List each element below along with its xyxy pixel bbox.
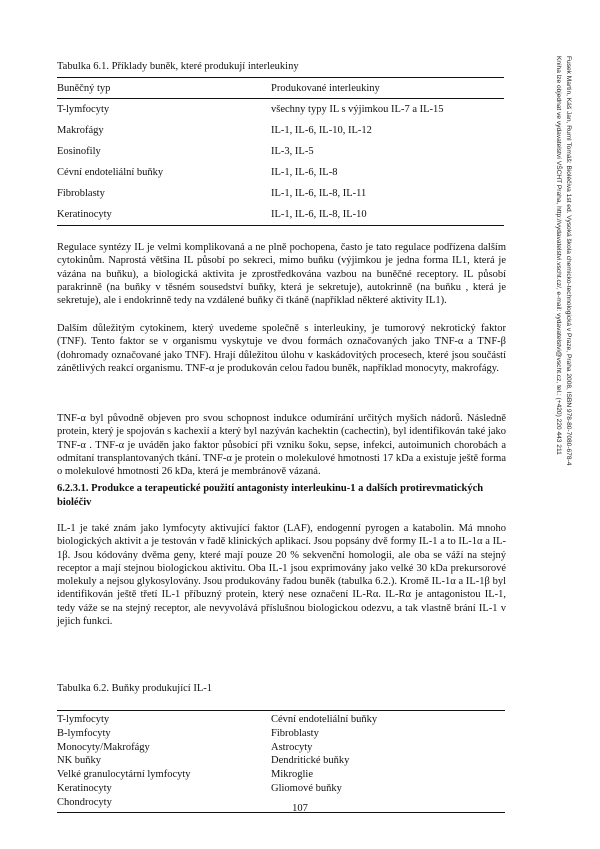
table-cell: IL-1, IL-6, IL-8, IL-10 [271,209,367,220]
table-cell: Makrofágy [57,125,104,136]
section-heading: 6.2.3.1. Produkce a terapeutické použití antagonisty interleukinu-1 a dalších protirevmatických bioléčiv [57,483,484,508]
cytokine-table [57,77,504,226]
table-cell: Velké granulocytární lymfocyty [57,769,191,781]
table-cell: Cévní endoteliální buňky [271,714,378,725]
table-row [57,204,504,226]
table-cell: NK buňky [57,755,102,767]
table-cell: všechny typy IL s výjimkou IL-7 a IL-15 [271,104,444,115]
table-cell: Monocyty/Makrofágy [57,741,150,753]
table-cell: IL-3, IL-5 [271,146,314,157]
page-number: 107 [292,803,308,814]
table-cell: Mikroglie [271,769,313,781]
table-caption: Tabulka 6.2. Buňky produkující IL-1 [57,683,212,694]
table-row [57,120,504,141]
table-cell: Keratinocyty [57,782,112,794]
table-cell: IL-1, IL-6, IL-8 [271,167,338,178]
body-paragraph: IL-1 je také znám jako lymfocyty aktivující faktor (LAF), endogenní pyrogen a katabolin. Má mnoho biologických aktivit a je testován v řadě klinických aplikací. Jsou popsány dvě formy IL-1 a to IL-1α a IL-1β. Jsou kódovány dvěma geny, které mají pouze 20 % sekvenční homologii, ale oba se váží na stejný receptor a mají stejnou biologickou aktivitu. Oba IL-1 jsou exprimovány jako velké 30 kDa prekursorové molekuly a nejsou glykosylovány. Jsou produkovány řadou buněk (tabulka 6.2.). Kromě IL-1α a IL-1β byl identifikován ještě třetí IL-1 příbuzný protein, který nese označení IL-Rα. IL-Rα je antagonistou IL-1, tedy váže se na stejný receptor, ale nevyvolává příslušnou biologickou odezvu, a tak vlastně brání IL-1 v jejich funkci. [57,523,506,628]
table-cell: Gliomové buňky [271,782,342,794]
table-cell: Fibroblasty [57,188,105,199]
table-header-cell: Produkované interleukiny [271,82,380,94]
table-cell: Keratinocyty [57,209,112,220]
table-cell: Astrocyty [271,741,313,753]
table-row [57,162,504,183]
body-paragraph: Dalším důležitým cytokinem, který uvedeme společně s interleukiny, je tumorový nekrotický faktor (TNF). Tento faktor se v organismu vyskytuje ve dvou formách označovaných jako TNF-α a TNF-β (dohromady označované jako TNF). Hrají důležitou úlohu v kaskádovitých procesech, které jsou součástí zánětlivých reakcí organismu. TNF-α je produkován celou řadou buněk, například monocyty, makrofágy. [57,323,506,374]
il1-cells-table [57,710,505,813]
table-cell: Dendritické buňky [271,755,350,767]
table-cell: Fibroblasty [271,727,319,739]
table-cell: T-lymfocyty [57,104,110,115]
table-cell: IL-1, IL-6, IL-8, IL-11 [271,188,367,199]
table-caption: Tabulka 6.1. Příklady buněk, které produkují interleukiny [57,61,299,72]
citation-line: Kniha lze objednat ve vydavatelství VŠCHT Praha, http://vydavatelstvi.vscht.cz/, e-mail: vydavatelstvi@vscht.cz, tel.: (+420) 220 443 211 [555,56,562,455]
table-cell: T-lymfocyty [57,714,110,725]
table-row [57,99,504,120]
table-column [271,713,505,810]
table-cell: Chondrocyty [57,796,112,808]
table-row [57,141,504,162]
side-citation [521,56,573,576]
table-cell: IL-1, IL-6, IL-10, IL-12 [271,125,372,136]
table-cell: B-lymfocyty [57,727,111,739]
table-header-cell: Buněčný typ [57,82,111,94]
table-cell: Eosinofily [57,146,101,157]
table-row [57,183,504,204]
table-cell: Cévní endoteliální buňky [57,167,164,178]
table-column [57,713,271,810]
citation-line: Fusek Martin, Káš Jan, Ruml Tomáš: Bioléčiva 1st ed. Vysoká škola chemicko-technologická v Praze, Praha 2008, ISBN 978-80-7080-678-4 [565,56,572,466]
body-paragraph: Regulace syntézy IL je velmi komplikovaná a ne plně pochopena, často je tato regulace podřízena dalším cytokinům. Naprostá většina IL působí po sekreci, mimo buňku (výjimkou je jedna forma IL1, která je vázána na buňku), a biologická aktivita je zprostředkována vazbou na buněčné receptory. IL působí parakrinně (na buňky v těsném sousedství buňky, která je sekretuje), autokrinně (na buňku , která je sekretuje), ale i endokrinně tedy na vzdálené buňky či tkáně (například některé aktivity IL1). [57,242,506,307]
body-paragraph: TNF-α byl původně objeven pro svou schopnost indukce odumírání určitých myších nádorů. Následně protein, který je spojován s kachexií a který byl nazýván kachektin (cachectin), byl identifikován také jako TNF-α . TNF-α je uváděn jako faktor působící při vzniku šoku, sepse, infekci, autoimunich chorobách a odmítaní transplantovaných tkání. TNF-α je protein o molekulové hmotnosti 17 kDa a existuje ještě forma o molekulové hmotnosti 26 kDa, která je membránově vázaná. [57,413,506,478]
table-header-row [57,77,504,99]
